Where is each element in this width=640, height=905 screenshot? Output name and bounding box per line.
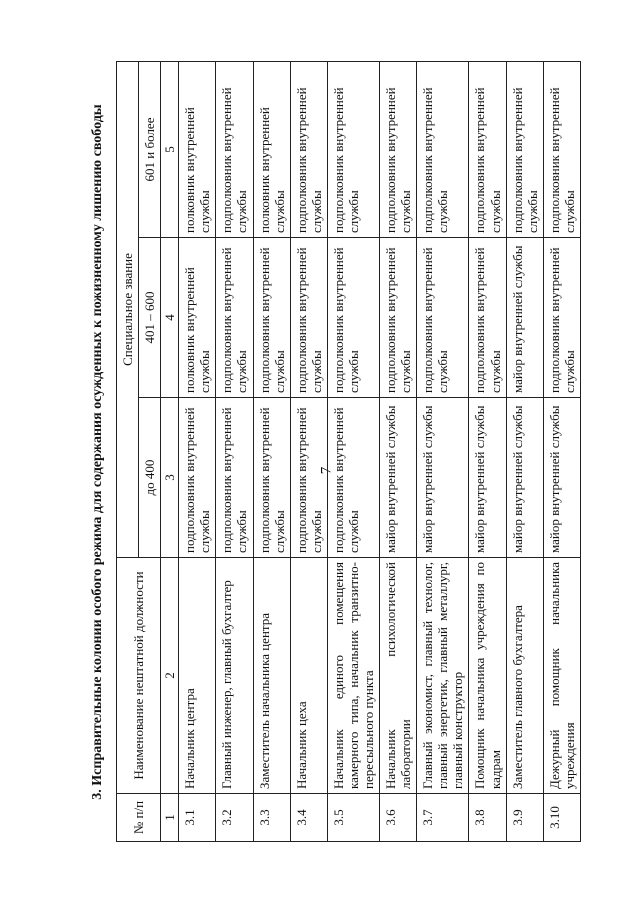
row-num: 3.7 [417, 794, 469, 842]
rank-600: подполковник внутренней службы [253, 238, 290, 398]
rank-600: майор внутренней службы [506, 238, 543, 398]
rank-400: майор внутренней службы [417, 398, 469, 558]
rank-601: подполковник внутренней службы [543, 61, 580, 237]
table-row [290, 61, 327, 841]
row-num: 3.4 [290, 794, 327, 842]
table-row [253, 61, 290, 841]
column-number: 3 [161, 398, 179, 558]
row-num: 3.2 [216, 794, 253, 842]
rank-400: майор внутренней службы [380, 398, 417, 558]
rank-600: подполковник внутренней службы [543, 238, 580, 398]
column-number: 4 [161, 238, 179, 398]
row-position: Главный экономист, главный технолог, главный энергетик, главный металлург, главный конструктор [417, 558, 469, 794]
row-position: Дежурный помощник начальника учреждения [543, 558, 580, 794]
header-group-400: до 400 [139, 398, 161, 558]
rank-600: подполковник внутренней службы [380, 238, 417, 398]
column-number: 5 [161, 61, 179, 237]
rank-600: подполковник внутренней службы [327, 238, 379, 398]
row-position: Начальник цеха [290, 558, 327, 794]
row-position: Заместитель начальника центра [253, 558, 290, 794]
row-position: Помощник начальника учреждения по кадрам [469, 558, 506, 794]
rank-400: подполковник внутренней службы [327, 398, 379, 558]
header-group-600: 401 – 600 [139, 238, 161, 398]
rank-400: подполковник внутренней службы [253, 398, 290, 558]
rank-600: подполковник внутренней службы [216, 238, 253, 398]
header-special-rank: Специальное звание [117, 61, 139, 557]
row-num: 3.6 [380, 794, 417, 842]
rank-400: подполковник внутренней службы [179, 398, 216, 558]
row-position: Начальник психологической лаборатории [380, 558, 417, 794]
rank-601: подполковник внутренней службы [506, 61, 543, 237]
table-row [179, 61, 216, 841]
rank-400: майор внутренней службы [469, 398, 506, 558]
table-row [216, 61, 253, 841]
rank-601: полковник внутренней службы [253, 61, 290, 237]
row-num: 3.1 [179, 794, 216, 842]
row-num: 3.5 [327, 794, 379, 842]
header-num: № п/п [117, 794, 161, 842]
rank-400: подполковник внутренней службы [216, 398, 253, 558]
ranks-table [116, 61, 581, 842]
rank-601: подполковник внутренней службы [469, 61, 506, 237]
rank-600: подполковник внутренней службы [417, 238, 469, 398]
rank-601: подполковник внутренней службы [380, 61, 417, 237]
rank-400: майор внутренней службы [543, 398, 580, 558]
row-position: Начальник центра [179, 558, 216, 794]
rank-400: подполковник внутренней службы [290, 398, 327, 558]
row-position: Начальник единого помещения камерного типа, начальник транзитно-пересыльного пункта [327, 558, 379, 794]
table-row [543, 61, 580, 841]
row-num: 3.9 [506, 794, 543, 842]
rank-600: полковник внутренней службы [179, 238, 216, 398]
rank-601: подполковник внутренней службы [290, 61, 327, 237]
table-row [380, 61, 417, 841]
header-row [117, 61, 139, 841]
column-number-row [161, 61, 179, 841]
table-row [469, 61, 506, 841]
rotated-document [86, 62, 586, 842]
rank-601: подполковник внутренней службы [417, 61, 469, 237]
header-position: Наименование нештатной должности [117, 558, 161, 794]
rank-400: майор внутренней службы [506, 398, 543, 558]
column-number: 1 [161, 794, 179, 842]
table-row [417, 61, 469, 841]
table-row [506, 61, 543, 841]
row-num: 3.10 [543, 794, 580, 842]
rank-601: подполковник внутренней службы [327, 61, 379, 237]
row-num: 3.3 [253, 794, 290, 842]
rank-600: подполковник внутренней службы [469, 238, 506, 398]
table-row [327, 61, 379, 841]
header-group-601: 601 и более [139, 61, 161, 237]
section-heading: 3. Исправительные колонии особого режима для содержания осужденных к пожизненному лишению свободы [90, 104, 105, 800]
row-position: Заместитель главного бухгалтера [506, 558, 543, 794]
column-number: 2 [161, 558, 179, 794]
page-number: 7 [318, 466, 335, 475]
rank-601: полковник внутренней службы [179, 61, 216, 237]
row-position: Главный инженер, главный бухгалтер [216, 558, 253, 794]
rank-600: подполковник внутренней службы [290, 238, 327, 398]
rank-601: подполковник внутренней службы [216, 61, 253, 237]
row-num: 3.8 [469, 794, 506, 842]
